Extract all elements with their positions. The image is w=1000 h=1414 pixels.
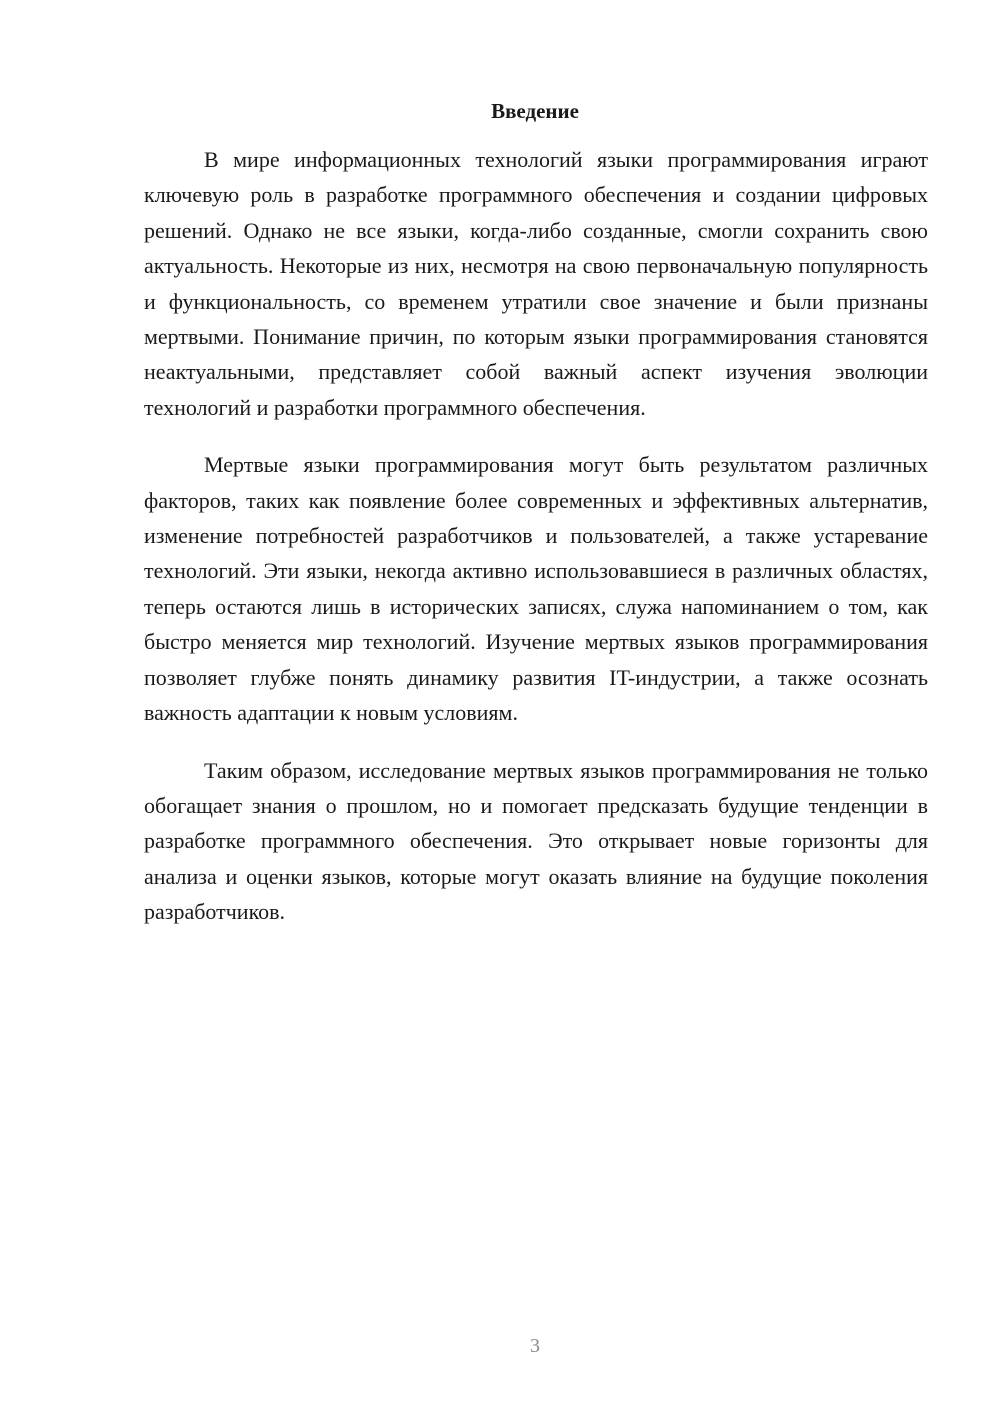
body-text: [144, 142, 928, 952]
page-number: 3: [530, 1335, 540, 1357]
paragraph-2: Мертвые языки программирования могут быть результатом различных факторов, таких как появление более современных и эффективных альтернатив, изменение потребностей разработчиков и пользователей, а также устаревание технологий. Эти языки, некогда активно использовавшиеся в различных областях, теперь остаются лишь в исторических записях, служа напоминанием о том, как быстро меняется мир технологий. Изучение мертвых языков программирования позволяет глубже понять динамику развития IT-индустрии, а также осознать важность адаптации к новым условиям.: [144, 452, 928, 726]
section-heading: Введение: [491, 99, 579, 123]
paragraph-1: В мире информационных технологий языки программирования играют ключевую роль в разработке программного обеспечения и создании цифровых решений. Однако не все языки, когда-либо созданные, смогли сохранить свою актуальность. Некоторые из них, несмотря на свою первоначальную популярность и функциональность, со временем утратили свое значение и были признаны мертвыми. Понимание причин, по которым языки программирования становятся неактуальными, представляет собой важный аспект изучения эволюции технологий и разработки программного обеспечения.: [144, 147, 928, 420]
paragraph-3: Таким образом, исследование мертвых языков программирования не только обогащает знания о прошлом, но и помогает предсказать будущие тенденции в разработке программного обеспечения. Это открывает новые горизонты для анализа и оценки языков, которые могут оказать влияние на будущие поколения разработчиков.: [144, 757, 928, 925]
